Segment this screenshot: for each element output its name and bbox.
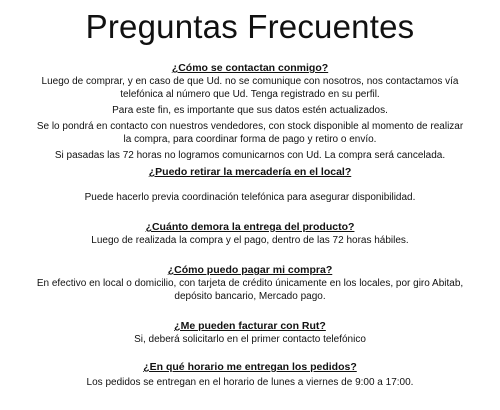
faq-answer-line: Luego de comprar, y en caso de que Ud. no se comunique con nosotros, nos contactamos vía <box>41 76 459 87</box>
faq-question: ¿Puedo retirar la mercadería en el local? <box>148 166 352 178</box>
faq-question: ¿Me pueden facturar con Rut? <box>174 320 326 332</box>
faq-question: ¿Cómo puedo pagar mi compra? <box>167 264 333 276</box>
faq-answer-line: depósito bancario, Mercado pago. <box>174 291 326 302</box>
faq-answer-line: la compra, para coordinar forma de pago y retiro o envío. <box>123 134 377 145</box>
faq-item <box>0 264 500 303</box>
faq-answer-line: Si pasadas las 72 horas no logramos comunicarnos con Ud. La compra será cancelada. <box>54 150 446 161</box>
faq-answer-line: Se lo pondrá en contacto con nuestros vendedores, con stock disponible al momento de realizar <box>36 121 464 132</box>
faq-answer-line: Si, deberá solicitarlo en el primer contacto telefónico <box>134 334 366 345</box>
faq-answer <box>0 376 500 389</box>
faq-item <box>0 62 500 162</box>
faq-question: ¿Cómo se contactan conmigo? <box>171 62 329 74</box>
faq-answer <box>0 75 500 162</box>
faq-answer-line: Puede hacerlo previa coordinación telefónica para asegurar disponibilidad. <box>84 192 416 203</box>
faq-answer-line: Para este fin, es importante que sus datos estén actualizados. <box>112 105 388 116</box>
faq-item <box>0 320 500 346</box>
faq-answer-line: En efectivo en local o domicilio, con tarjeta de crédito únicamente en los locales, por giro Abitab, <box>36 278 464 289</box>
page-title: Preguntas Frecuentes <box>85 8 415 45</box>
faq-item <box>0 221 500 247</box>
faq-item <box>0 166 500 204</box>
faq-answer <box>0 234 500 247</box>
faq-answer-line: Los pedidos se entregan en el horario de lunes a viernes de 9:00 a 17:00. <box>86 377 414 388</box>
faq-answer <box>0 191 500 204</box>
faq-answer-line: Luego de realizada la compra y el pago, dentro de las 72 horas hábiles. <box>91 235 409 246</box>
faq-question: ¿En qué horario me entregan los pedidos? <box>143 361 357 373</box>
faq-item <box>0 361 500 389</box>
faq-question: ¿Cuánto demora la entrega del producto? <box>145 221 355 233</box>
faq-answer-line: telefónica al número que Ud. Tenga registrado en su perfil. <box>120 89 380 100</box>
faq-answer <box>0 277 500 303</box>
faq-answer <box>0 333 500 346</box>
